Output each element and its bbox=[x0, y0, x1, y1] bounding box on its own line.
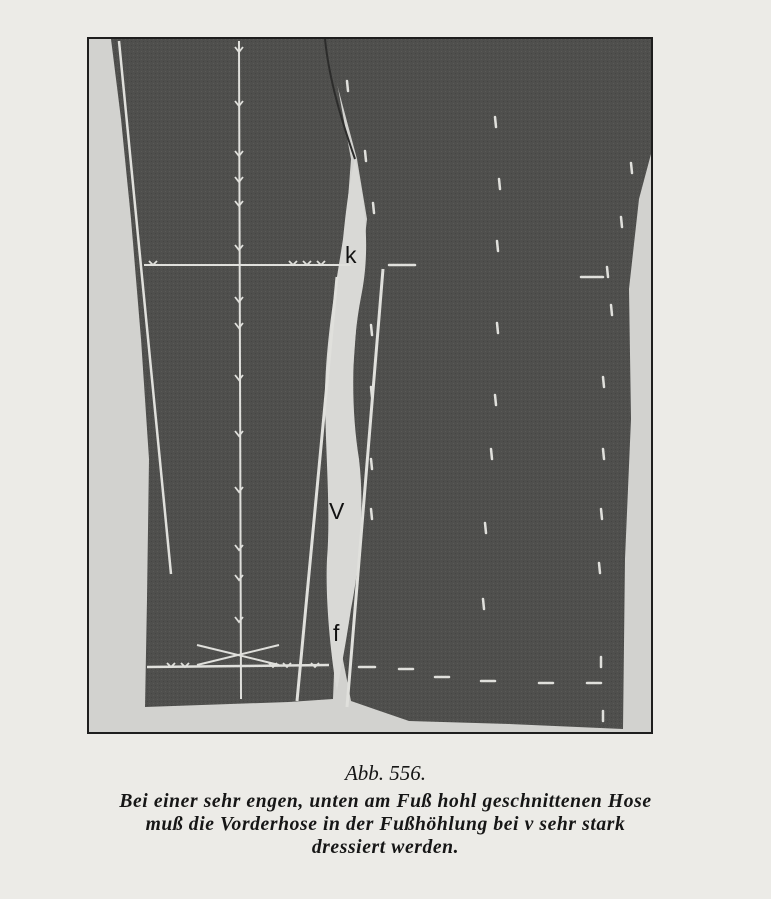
trouser-pattern-illustration bbox=[89, 39, 653, 734]
label-k: k bbox=[345, 242, 357, 268]
back-trouser-panel bbox=[111, 39, 351, 707]
figure-caption bbox=[15, 790, 756, 859]
caption-line: muß die Vorderhose in der Fußhöhlung bei v sehr stark bbox=[145, 814, 626, 835]
caption-line: dressiert werden. bbox=[311, 837, 460, 858]
caption-line: Bei einer sehr engen, unten am Fuß hohl geschnittenen Hose bbox=[119, 791, 652, 812]
label-v: V bbox=[329, 498, 345, 524]
label-f: f bbox=[333, 620, 340, 646]
figure-frame bbox=[87, 37, 653, 734]
figure-number: Abb. 556. bbox=[344, 761, 427, 785]
